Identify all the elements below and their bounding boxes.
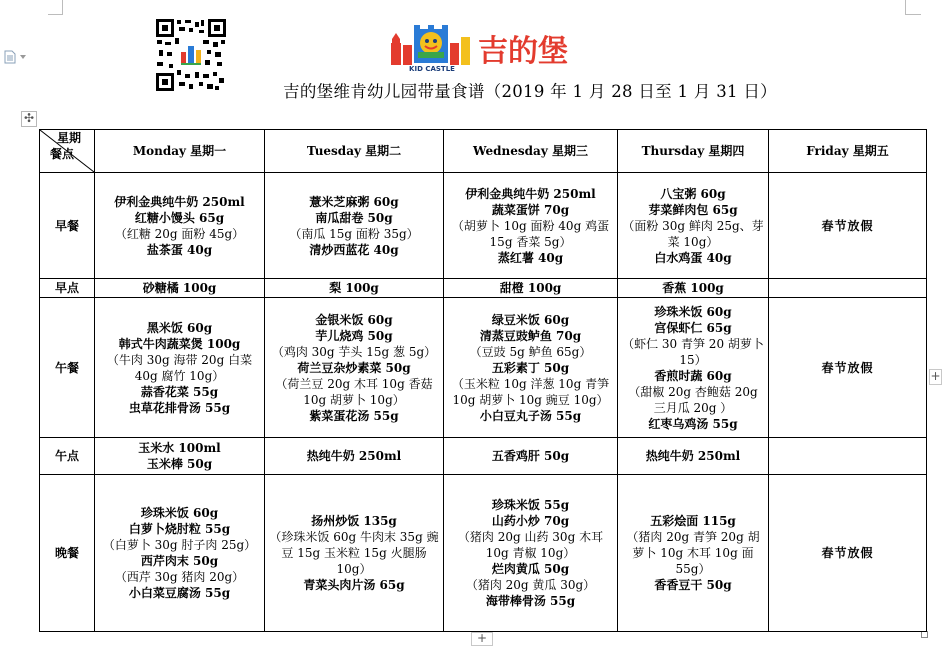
breakfast-wednesday-cell: [444, 173, 618, 279]
menu-item: 蔬菜蛋饼 70g: [491, 202, 570, 217]
menu-table: [39, 129, 927, 632]
menu-item: 伊利金典纯牛奶 250ml: [465, 186, 596, 201]
svg-text:KID CASTLE: KID CASTLE: [409, 65, 455, 73]
menu-item: 盐茶蛋 40g: [146, 242, 213, 257]
menu-item: 红枣乌鸡汤 55g: [648, 416, 738, 431]
afternoon-snack-thursday-cell: 热纯牛奶 250ml: [618, 438, 769, 475]
page-corner-mark-right-v: [905, 0, 906, 14]
menu-item: 珍珠米饭 60g: [140, 506, 219, 520]
menu-item: 南瓜甜卷 50g: [315, 210, 393, 225]
breakfast-row: [40, 173, 927, 279]
menu-item: 清炒西蓝花 40g: [309, 242, 399, 257]
menu-item: 烂肉黄瓜 50g: [491, 562, 570, 576]
meal-label-morning-snack: 早点: [40, 279, 95, 298]
breakfast-monday-cell: [95, 173, 265, 279]
page-corner-mark-right-h: [905, 14, 921, 15]
meal-label-afternoon-snack: 午点: [40, 438, 95, 475]
dinner-wednesday-cell: [444, 475, 618, 632]
meal-label-breakfast: 早餐: [40, 173, 95, 279]
add-row-button[interactable]: +: [471, 632, 493, 646]
menu-item: 蒸红薯 40g: [497, 250, 564, 265]
dinner-row: [40, 475, 927, 632]
menu-item: 玉米水 100ml: [138, 441, 221, 455]
menu-item: 薏米芝麻粥 60g: [309, 194, 399, 209]
corner-header-cell: [40, 130, 95, 173]
dinner-thursday-cell: [618, 475, 769, 632]
corner-label-day: 星期: [57, 131, 82, 145]
morning-snack-wednesday-cell: 甜橙 100g: [444, 279, 618, 298]
menu-item: 玉米棒 50g: [146, 457, 213, 471]
document-icon[interactable]: [4, 50, 16, 64]
morning-snack-tuesday-cell: 梨 100g: [265, 279, 444, 298]
afternoon-snack-friday-cell: [769, 438, 927, 475]
ingredient-note: （豆豉 5g 鲈鱼 65g）: [469, 344, 592, 359]
menu-item: 宫保虾仁 65g: [654, 320, 732, 335]
ingredient-note: （胡萝卜 10g 面粉 40g 鸡蛋 15g 香菜 5g）: [451, 218, 610, 249]
menu-item: 蒜香花菜 55g: [140, 384, 219, 399]
lunch-wednesday-cell: [444, 298, 618, 438]
header-row: [40, 130, 927, 173]
menu-item: 白萝卜烧肘粒 55g: [128, 522, 231, 536]
ingredient-note: （猪肉 20g 黄瓜 30g）: [465, 578, 596, 592]
afternoon-snack-tuesday-cell: 热纯牛奶 250ml: [265, 438, 444, 475]
menu-item: 山药小炒 70g: [491, 514, 570, 528]
ingredient-note: （牛肉 30g 海带 20g 白菜 40g 腐竹 10g）: [106, 352, 253, 383]
menu-item: 韩式牛肉蔬菜煲 100g: [118, 336, 241, 351]
dinner-monday-cell: [95, 475, 265, 632]
table-resize-handle[interactable]: [921, 631, 928, 638]
menu-item: 白水鸡蛋 40g: [654, 250, 732, 265]
day-header-thursday: Thursday 星期四: [618, 130, 769, 173]
menu-item: 珍珠米饭 55g: [491, 498, 570, 512]
menu-item: 扬州炒饭 135g: [311, 514, 397, 528]
afternoon-snack-wednesday-cell: 五香鸡肝 50g: [444, 438, 618, 475]
ingredient-note: （红糖 20g 面粉 45g）: [114, 226, 245, 241]
meal-label-dinner: 晚餐: [40, 475, 95, 632]
chevron-down-icon[interactable]: [20, 55, 26, 59]
breakfast-tuesday-cell: [265, 173, 444, 279]
menu-item: 紫菜蛋花汤 55g: [309, 408, 399, 423]
dinner-friday-holiday: 春节放假: [769, 475, 927, 632]
breakfast-friday-holiday: 春节放假: [769, 173, 927, 279]
menu-item: 八宝粥 60g: [660, 186, 726, 201]
morning-snack-thursday-cell: 香蕉 100g: [618, 279, 769, 298]
corner-label-meal: 餐点: [50, 147, 75, 161]
menu-item: 清蒸豆豉鲈鱼 70g: [479, 328, 582, 343]
menu-item: 芽菜鲜肉包 65g: [648, 202, 738, 217]
lunch-row: [40, 298, 927, 438]
menu-item: 金银米饭 60g: [315, 312, 393, 327]
menu-item: 青菜头肉片汤 65g: [303, 578, 405, 592]
ingredient-note: （珍珠米饭 60g 牛肉末 35g 豌豆 15g 玉米粒 15g 火腿肠 10g）: [269, 530, 439, 576]
ingredient-note: （玉米粒 10g 洋葱 10g 青笋 10g 胡萝卜 10g 豌豆 10g）: [451, 376, 610, 407]
kid-castle-logo: [388, 25, 568, 73]
menu-item: 西芹肉末 50g: [140, 554, 219, 568]
ingredient-note: （白萝卜 30g 肘子肉 25g）: [102, 538, 257, 552]
menu-item: 五彩烩面 115g: [650, 514, 736, 528]
ingredient-note: （甜椒 20g 杏鲍菇 20g 三月瓜 20g ）: [628, 384, 758, 415]
morning-snack-row: [40, 279, 927, 298]
lunch-tuesday-cell: [265, 298, 444, 438]
menu-item: 香煎时蔬 60g: [654, 368, 732, 383]
ingredient-note: （猪肉 20g 青笋 20g 胡萝卜 10g 木耳 10g 面 55g）: [626, 530, 760, 576]
afternoon-snack-monday-cell: [95, 438, 265, 475]
ingredient-note: （面粉 30g 鲜肉 25g、芽菜 10g）: [622, 218, 764, 249]
day-header-monday: Monday 星期一: [95, 130, 265, 173]
menu-item: 海带棒骨汤 55g: [485, 594, 576, 608]
menu-item: 伊利金典纯牛奶 250ml: [114, 194, 245, 209]
page-title: 吉的堡维肯幼儿园带量食谱（2019 年 1 月 28 日至 1 月 31 日）: [283, 82, 777, 101]
menu-item: 荷兰豆杂炒素菜 50g: [297, 360, 411, 375]
page-corner-mark-left-h: [48, 14, 63, 15]
menu-item: 绿豆米饭 60g: [491, 312, 570, 327]
menu-item: 红糖小馒头 65g: [134, 210, 225, 225]
ingredient-note: （猪肉 20g 山药 30g 木耳 10g 青椒 10g）: [457, 530, 604, 560]
afternoon-snack-row: [40, 438, 927, 475]
menu-item: 五彩素丁 50g: [491, 360, 570, 375]
ingredient-note: （西芹 30g 猪肉 20g）: [114, 570, 245, 584]
day-header-friday: Friday 星期五: [769, 130, 927, 173]
table-move-handle-icon[interactable]: ✣: [21, 111, 37, 127]
lunch-thursday-cell: [618, 298, 769, 438]
breakfast-thursday-cell: [618, 173, 769, 279]
dinner-tuesday-cell: [265, 475, 444, 632]
svg-text:吉的堡: 吉的堡: [478, 34, 568, 69]
ingredient-note: （南瓜 15g 面粉 35g）: [289, 226, 419, 241]
ingredient-note: （虾仁 30 青笋 20 胡萝卜 15）: [622, 336, 764, 367]
page-corner-mark-left-v: [62, 0, 63, 14]
meal-label-lunch: 午餐: [40, 298, 95, 438]
lunch-friday-holiday: 春节放假: [769, 298, 927, 438]
menu-item: 黑米饭 60g: [146, 320, 213, 335]
menu-item: 芋儿烧鸡 50g: [315, 328, 393, 343]
menu-item: 虫草花排骨汤 55g: [128, 400, 231, 415]
morning-snack-friday-cell: [769, 279, 927, 298]
menu-item: 小白菜豆腐汤 55g: [128, 586, 231, 600]
ingredient-note: （鸡肉 30g 芋头 15g 葱 5g）: [271, 344, 437, 359]
menu-item: 珍珠米饭 60g: [654, 304, 732, 319]
day-header-wednesday: Wednesday 星期三: [444, 130, 618, 173]
morning-snack-monday-cell: 砂糖橘 100g: [95, 279, 265, 298]
menu-item: 小白豆丸子汤 55g: [479, 408, 582, 423]
ingredient-note: （荷兰豆 20g 木耳 10g 香菇 10g 胡萝卜 10g）: [275, 376, 433, 407]
add-column-button[interactable]: +: [930, 369, 941, 383]
day-header-tuesday: Tuesday 星期二: [265, 130, 444, 173]
menu-item: 香香豆干 50g: [654, 578, 732, 592]
lunch-monday-cell: [95, 298, 265, 438]
